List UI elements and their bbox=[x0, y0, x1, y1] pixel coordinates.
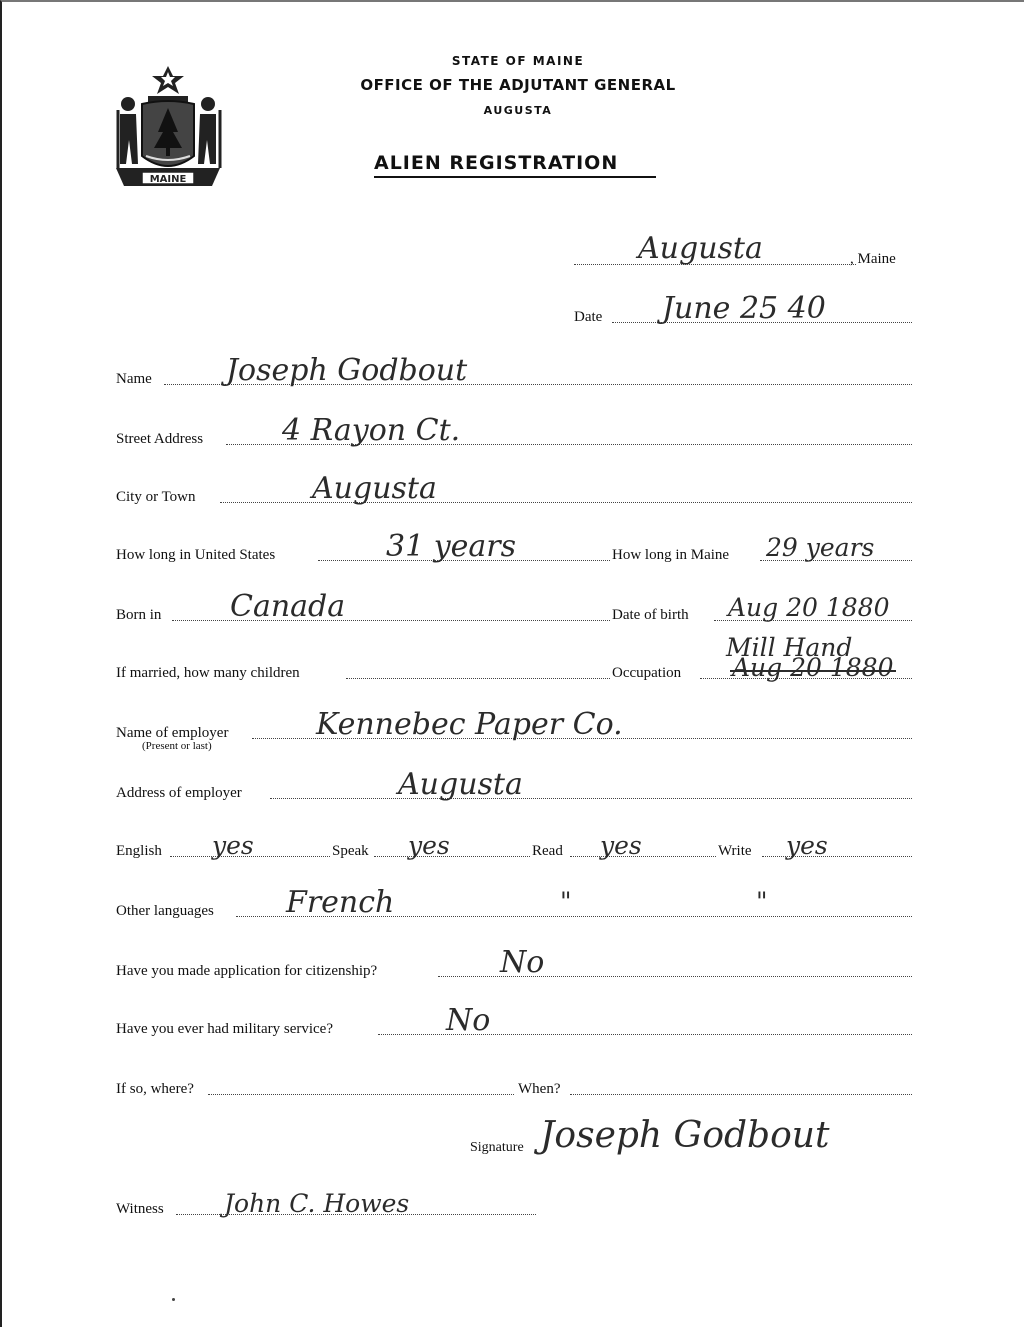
employer-address-value: Augusta bbox=[398, 767, 523, 802]
paper-speck bbox=[172, 1298, 175, 1301]
married-row bbox=[116, 633, 914, 682]
date-row bbox=[574, 291, 914, 326]
street-row bbox=[116, 413, 914, 448]
maine-label: , Maine bbox=[850, 251, 896, 267]
write-line bbox=[762, 856, 912, 857]
citizenship-value: No bbox=[500, 945, 545, 980]
read-value: yes bbox=[600, 831, 642, 860]
citizenship-row bbox=[116, 945, 914, 980]
witness-label: Witness bbox=[116, 1201, 164, 1217]
speak-value: yes bbox=[408, 831, 450, 860]
date-label: Date bbox=[574, 309, 603, 325]
header-state: STATE OF MAINE bbox=[451, 54, 585, 68]
how-long-maine-value: 29 years bbox=[766, 533, 875, 562]
other-languages-row bbox=[116, 885, 914, 920]
where-when-row bbox=[116, 1074, 914, 1098]
where-line bbox=[208, 1094, 514, 1095]
born-in-value: Canada bbox=[230, 589, 346, 624]
date-of-birth-label: Date of birth bbox=[612, 607, 689, 623]
employer-sub-label: (Present or last) bbox=[142, 740, 212, 752]
place-row bbox=[560, 231, 930, 268]
signature-label: Signature bbox=[470, 1140, 524, 1155]
street-label: Street Address bbox=[116, 431, 204, 447]
how-long-us-label: How long in United States bbox=[116, 547, 276, 563]
employer-address-row bbox=[116, 767, 914, 802]
employer-address-label: Address of employer bbox=[116, 785, 242, 801]
employer-label: Name of employer bbox=[116, 725, 229, 741]
how-long-us-value: 31 years bbox=[386, 529, 517, 564]
when-line bbox=[570, 1094, 912, 1095]
occupation-value: Mill Hand bbox=[726, 633, 853, 662]
employer-value: Kennebec Paper Co. bbox=[316, 707, 623, 742]
how-long-maine-label: How long in Maine bbox=[612, 547, 730, 563]
occupation-struck-value: Aug 20 1880 bbox=[732, 653, 894, 682]
employer-row bbox=[116, 707, 914, 742]
header-office: OFFICE OF THE ADJUTANT GENERAL bbox=[360, 76, 676, 94]
city-value: Augusta bbox=[312, 471, 437, 506]
speak-label: Speak bbox=[332, 843, 369, 859]
header-city: AUGUSTA bbox=[483, 104, 553, 117]
other-languages-value: French bbox=[286, 885, 395, 920]
name-label: Name bbox=[116, 371, 152, 387]
date-of-birth-value: Aug 20 1880 bbox=[728, 593, 890, 622]
military-row bbox=[116, 1003, 914, 1038]
street-value: 4 Rayon Ct. bbox=[282, 413, 461, 448]
witness-value: John C. Howes bbox=[224, 1189, 410, 1218]
name-row bbox=[116, 353, 914, 388]
employer-address-line bbox=[270, 798, 912, 799]
when-label: When? bbox=[518, 1081, 561, 1097]
read-label: Read bbox=[532, 843, 563, 859]
other-languages-read-ditto: " bbox=[560, 887, 572, 916]
form-title: ALIEN REGISTRATION bbox=[374, 152, 656, 178]
born-in-label: Born in bbox=[116, 607, 162, 623]
english-row bbox=[116, 831, 914, 860]
english-label: English bbox=[116, 843, 162, 859]
date-value: June 25 40 bbox=[662, 291, 826, 326]
speak-line bbox=[374, 856, 530, 857]
write-label: Write bbox=[718, 843, 752, 859]
how-long-row bbox=[116, 529, 914, 564]
married-label: If married, how many children bbox=[116, 665, 300, 681]
english-value: yes bbox=[212, 831, 254, 860]
write-value: yes bbox=[786, 831, 828, 860]
citizenship-label: Have you made application for citizenship? bbox=[116, 963, 378, 979]
other-languages-label: Other languages bbox=[116, 903, 214, 919]
seal-label: MAINE bbox=[149, 174, 187, 185]
where-label: If so, where? bbox=[116, 1081, 194, 1097]
name-value: Joseph Godbout bbox=[226, 353, 468, 388]
read-line bbox=[570, 856, 716, 857]
city-label: City or Town bbox=[116, 489, 196, 505]
born-row bbox=[116, 589, 914, 624]
signature-value: Joseph Godbout bbox=[540, 1115, 830, 1156]
city-row bbox=[116, 471, 914, 506]
military-value: No bbox=[446, 1003, 491, 1038]
other-languages-write-ditto: " bbox=[756, 887, 768, 916]
witness-row bbox=[116, 1189, 546, 1218]
signature-row bbox=[470, 1115, 1000, 1156]
occupation-strikethrough bbox=[730, 670, 896, 672]
military-label: Have you ever had military service? bbox=[116, 1021, 333, 1037]
married-line bbox=[346, 678, 610, 679]
occupation-label: Occupation bbox=[612, 665, 682, 681]
place-value: Augusta bbox=[638, 231, 763, 266]
